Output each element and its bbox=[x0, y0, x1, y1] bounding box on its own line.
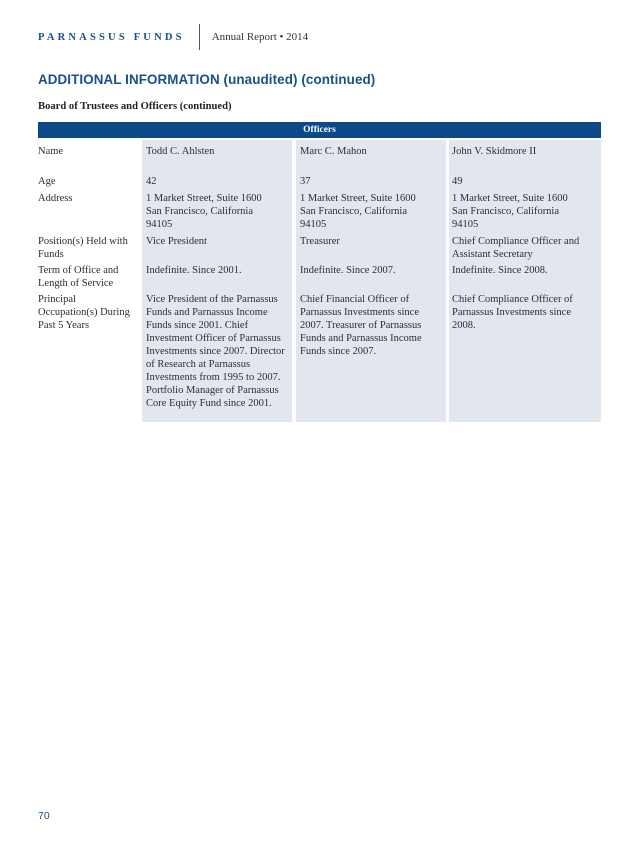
header-divider bbox=[199, 24, 200, 50]
cell-address-3: 1 Market Street, Suite 1600 San Francisco, California 94105 bbox=[452, 193, 568, 230]
cell-positions-3: Chief Compliance Officer and Assistant Secretary bbox=[452, 236, 580, 260]
row-label-age: Age bbox=[38, 176, 56, 187]
page-number: 70 bbox=[38, 810, 50, 822]
cell-positions-1: Vice President bbox=[146, 236, 207, 247]
row-label-occupation: Principal Occupation(s) During Past 5 Years bbox=[38, 294, 130, 331]
cell-term-3: Indefinite. Since 2008. bbox=[452, 265, 548, 276]
cell-name-1: Todd C. Ahlsten bbox=[146, 146, 215, 157]
section-title: ADDITIONAL INFORMATION (unaudited) (continued) bbox=[38, 72, 376, 87]
cell-positions-2: Treasurer bbox=[300, 236, 340, 247]
row-label-name: Name bbox=[38, 146, 64, 157]
page-header bbox=[38, 24, 308, 50]
cell-occupation-2: Chief Financial Officer of Parnassus Investments since 2007. Treasurer of Parnassus Funds and Parnassus Income Funds since 2007. bbox=[300, 294, 422, 357]
cell-occupation-1: Vice President of the Parnassus Funds and Parnassus Income Funds since 2001. Chief Investment Officer of Parnassus Investments since 2007. Director of Research at Parnassus Investments from 1995 to 2007. Portfolio Manager of Parnassus Core Equity Fund since 2001. bbox=[146, 294, 285, 409]
cell-address-2: 1 Market Street, Suite 1600 San Francisco, California 94105 bbox=[300, 193, 416, 230]
report-title: Annual Report • 2014 bbox=[211, 31, 309, 43]
cell-age-2: 37 bbox=[300, 176, 311, 187]
cell-occupation-3: Chief Compliance Officer of Parnassus Investments since 2008. bbox=[452, 294, 573, 331]
row-label-address: Address bbox=[38, 193, 73, 204]
cell-name-3: John V. Skidmore II bbox=[452, 146, 537, 157]
cell-term-2: Indefinite. Since 2007. bbox=[300, 265, 396, 276]
row-label-positions: Position(s) Held with Funds bbox=[38, 236, 128, 260]
cell-name-2: Marc C. Mahon bbox=[300, 146, 367, 157]
cell-address-1: 1 Market Street, Suite 1600 San Francisco, California 94105 bbox=[146, 193, 262, 230]
brand-name: PARNASSUS FUNDS bbox=[38, 31, 185, 43]
officers-group-header: Officers bbox=[38, 122, 601, 138]
cell-age-1: 42 bbox=[146, 176, 157, 187]
row-label-term: Term of Office and Length of Service bbox=[38, 265, 119, 289]
cell-term-1: Indefinite. Since 2001. bbox=[146, 265, 242, 276]
table-subtitle: Board of Trustees and Officers (continued) bbox=[38, 101, 232, 112]
cell-age-3: 49 bbox=[452, 176, 463, 187]
